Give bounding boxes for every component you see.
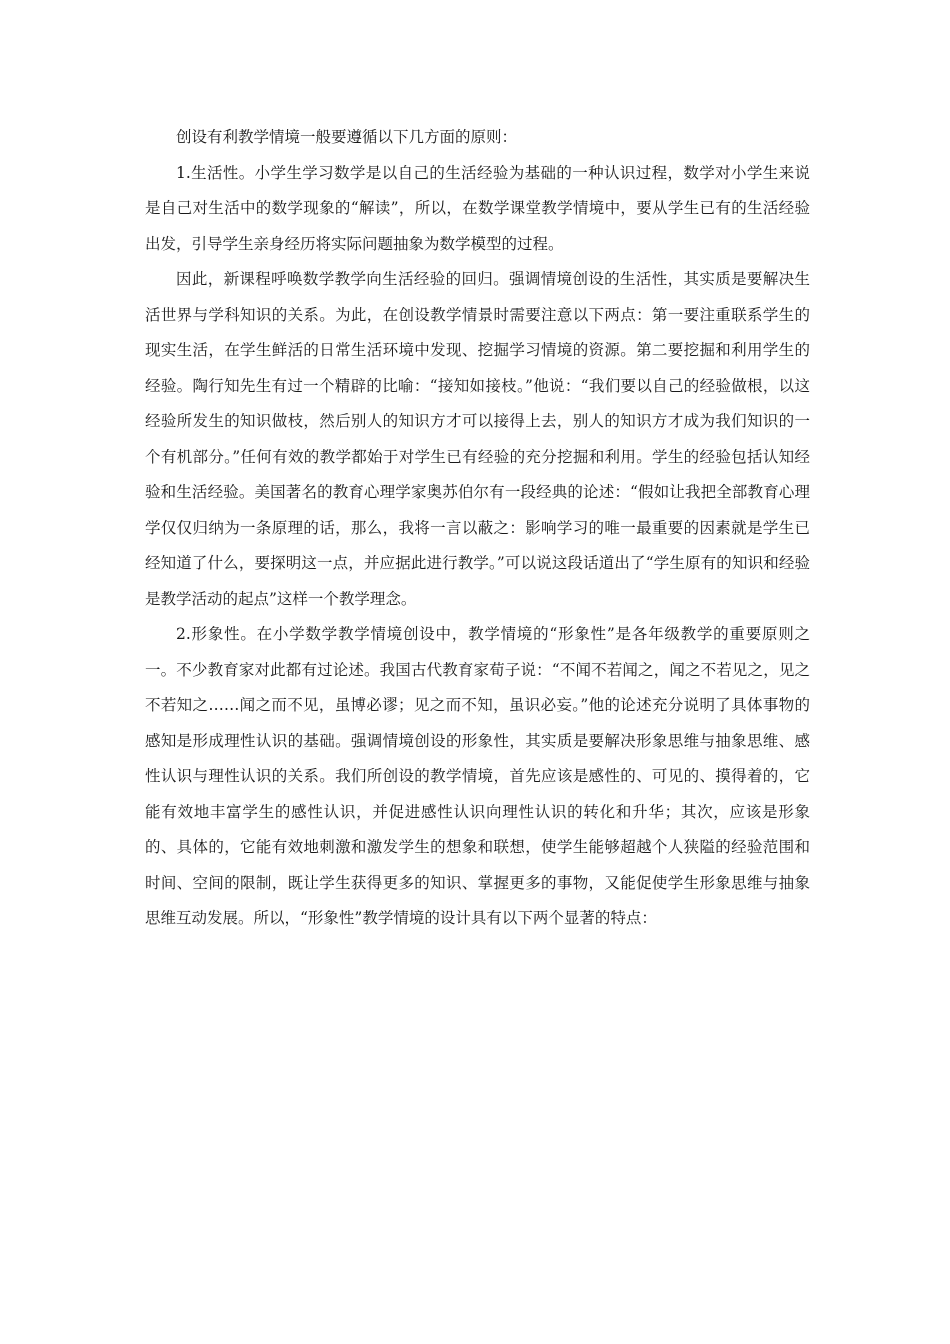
document-body <box>145 120 810 937</box>
paragraph-intro: 创设有利教学情境一般要遵循以下几方面的原则： <box>176 128 518 146</box>
paragraph-principle-2: 2.形象性。在小学数学教学情境创设中，教学情境的“形象性”是各年级教学的重要原则之一。不少教育家对此都有过论述。我国古代教育家荀子说：“不闻不若闻之，闻之不若见之，见之不若知之……闻之而不见，虽博必谬；见之而不知，虽识必妄。”他的论述充分说明了具体事物的感知是形成理性认识的基础。强调情境创设的形象性，其实质是要解决形象思维与抽象思维、感性认识与理性认识的关系。我们所创设的教学情境，首先应该是感性的、可见的、摸得着的，它能有效地丰富学生的感性认识，并促进感性认识向理性认识的转化和升华；其次，应该是形象的、具体的，它能有效地刺激和激发学生的想象和联想，使学生能够超越个人狭隘的经验范围和时间、空间的限制，既让学生获得更多的知识、掌握更多的事物，又能促使学生形象思维与抽象思维互动发展。所以，“形象性”教学情境的设计具有以下两个显著的特点： <box>145 625 810 927</box>
paragraph-principle-1-detail: 因此，新课程呼唤数学教学向生活经验的回归。强调情境创设的生活性，其实质是要解决生活世界与学科知识的关系。为此，在创设教学情景时需要注意以下两点：第一要注重联系学生的现实生活，在学生鲜活的日常生活环境中发现、挖掘学习情境的资源。第二要挖掘和利用学生的经验。陶行知先生有过一个精辟的比喻：“接知如接枝。”他说：“我们要以自己的经验做根，以这经验所发生的知识做枝，然后别人的知识方才可以接得上去，别人的知识方才成为我们知识的一个有机部分。”任何有效的教学都始于对学生已有经验的充分挖掘和利用。学生的经验包括认知经验和生活经验。美国著名的教育心理学家奥苏伯尔有一段经典的论述：“假如让我把全部教育心理学仅仅归纳为一条原理的话，那么，我将一言以蔽之：影响学习的唯一最重要的因素就是学生已经知道了什么，要探明这一点，并应据此进行教学。”可以说这段话道出了“学生原有的知识和经验是教学活动的起点”这样一个教学理念。 <box>145 270 810 608</box>
paragraph-principle-1: 1.生活性。小学生学习数学是以自己的生活经验为基础的一种认识过程，数学对小学生来说是自己对生活中的数学现象的“解读”，所以，在数学课堂教学情境中，要从学生已有的生活经验出发，引导学生亲身经历将实际问题抽象为数学模型的过程。 <box>145 163 810 253</box>
